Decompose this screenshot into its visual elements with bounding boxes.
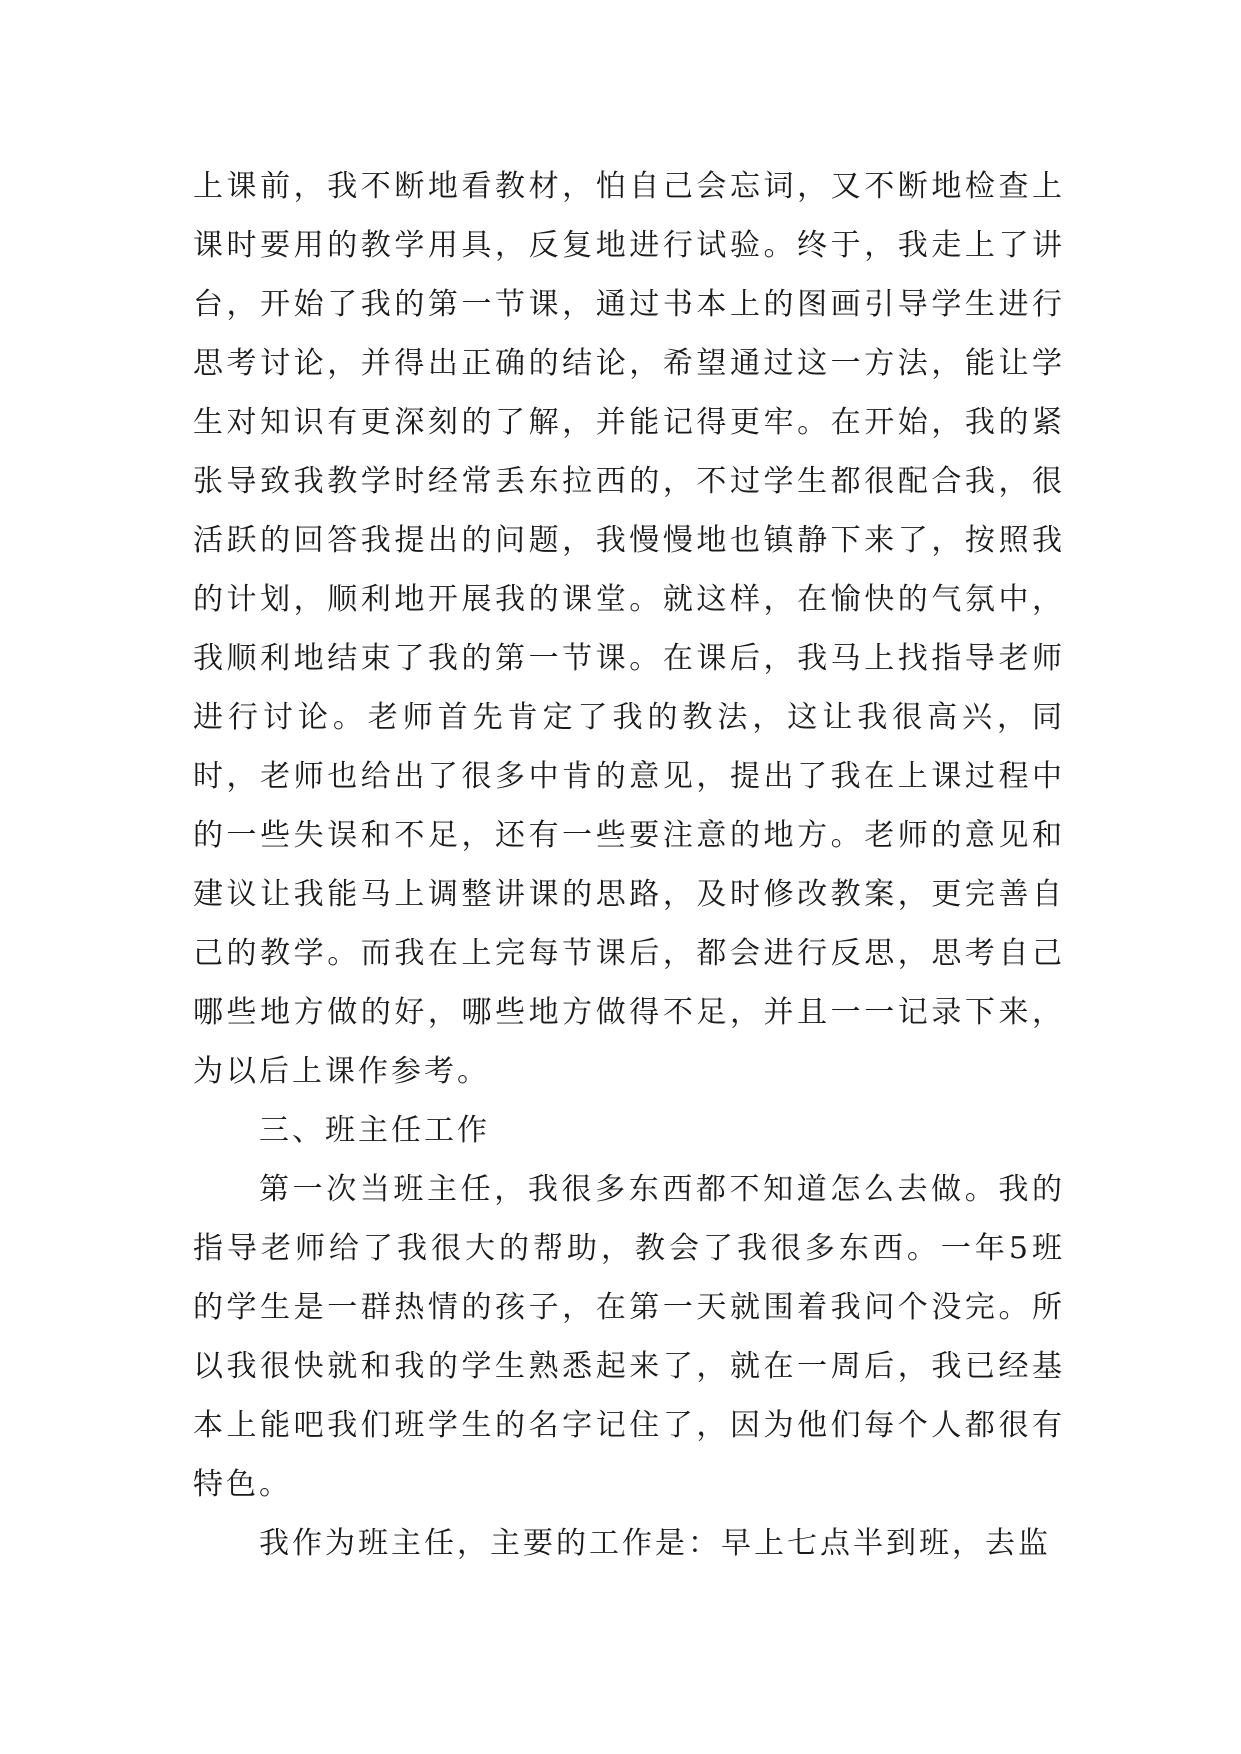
paragraph-first-lesson: 上课前，我不断地看教材，怕自己会忘词，又不断地检查上课时要用的教学用具，反复地进行试验。终于，我走上了讲台，开始了我的第一节课，通过书本上的图画引导学生进行思考讨论，并得出正确的结论，希望通过这一方法，能让学生对知识有更深刻的了解，并能记得更牢。在开始，我的紧张导致我教学时经常丢东拉西的，不过学生都很配合我，很活跃的回答我提出的问题，我慢慢地也镇静下来了，按照我的计划，顺利地开展我的课堂。就这样，在愉快的气氛中，我顺利地结束了我的第一节课。在课后，我马上找指导老师进行讨论。老师首先肯定了我的教法，这让我很高兴，同时，老师也给出了很多中肯的意见，提出了我在上课过程中的一些失误和不足，还有一些要注意的地方。老师的意见和建议让我能马上调整讲课的思路，及时修改教案，更完善自己的教学。而我在上完每节课后，都会进行反思，思考自己哪些地方做的好，哪些地方做得不足，并且一一记录下来，为以后上课作参考。 xyxy=(193,169,1065,1089)
section-heading-homeroom-teacher: 三、班主任工作 xyxy=(259,1113,490,1148)
paragraph-first-time-homeroom: 第一次当班主任，我很多东西都不知道怎么去做。我的指导老师给了我很大的帮助，教会了我很多东西。一年5班的学生是一群热情的孩子，在第一天就围着我问个没完。所以我很快就和我的学生熟悉起来了，就在一周后，我已经基本上能吧我们班学生的名字记住了，因为他们每个人都很有特色。 xyxy=(193,1172,1065,1502)
document-body xyxy=(193,157,1065,1573)
paragraph-homeroom-duties: 我作为班主任，主要的工作是：早上七点半到班，去监 xyxy=(259,1526,1051,1561)
